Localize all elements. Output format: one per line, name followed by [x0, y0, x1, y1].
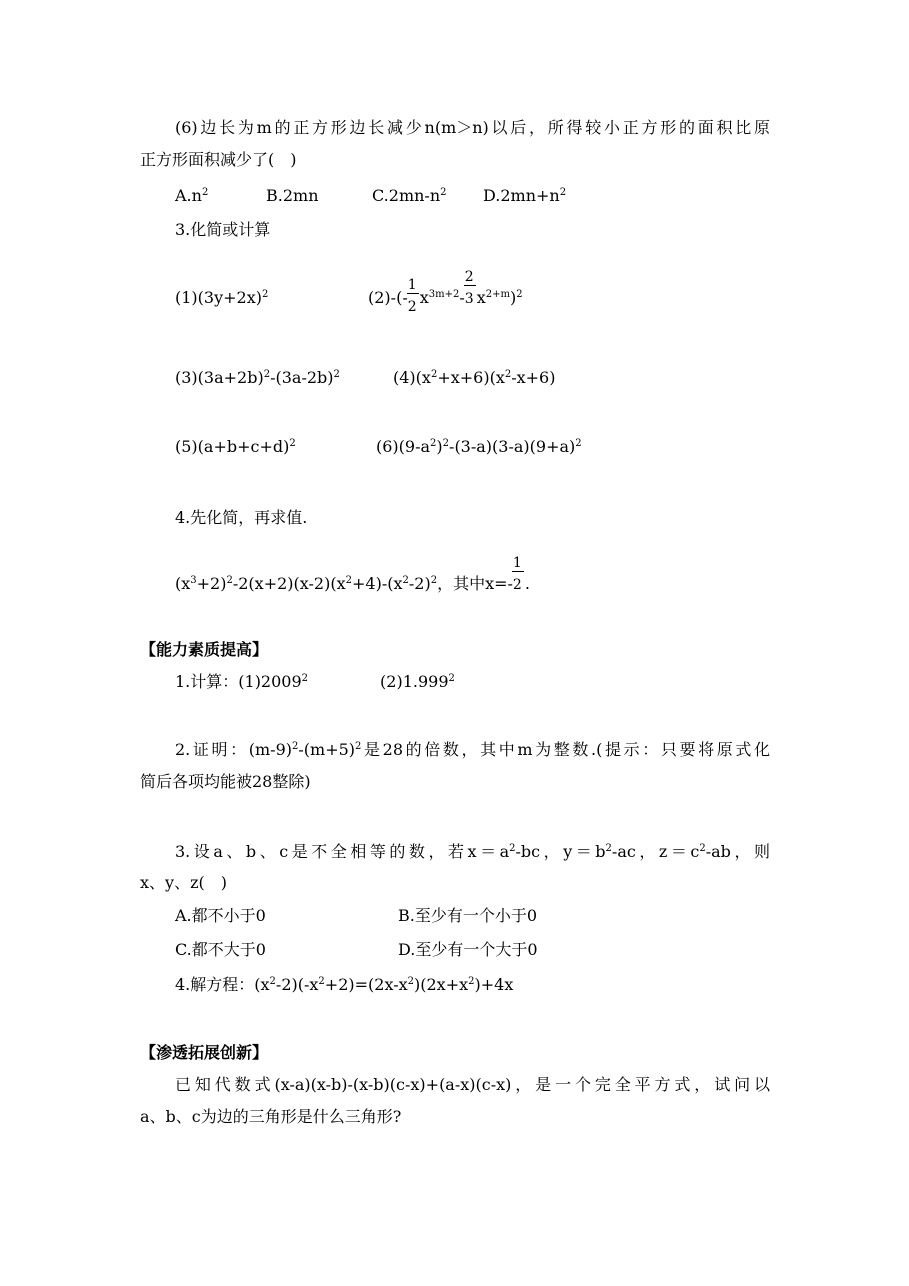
sec3-problem-6: $(6)(9-a^2)^2-(3-a)(3-a)(9+a)^2$ [376, 437, 582, 456]
sec4-expression: $(x^3+2)^2-2(x+2)(x-2)(x^2+4)-(x^2-2)^2$，其中x=- $\frac{1}{2}$ . [175, 554, 530, 593]
ability-q2-line2: 简后各项均能被28整除) [140, 772, 311, 791]
ability-q3-option-c: C.都不大于0 [175, 940, 266, 959]
q6-option-a: $A.n^2$ [175, 186, 209, 205]
fraction-one-half: $\frac{1}{2}$ [513, 567, 525, 587]
q6-line1: (6)边长为m的正方形边长减少n(m＞n)以后，所得较小正方形的面积比原 [175, 118, 770, 137]
fraction-two-thirds: $\frac{2}{3}$ [465, 281, 477, 301]
ability-q3-option-d: D.至少有一个大于0 [398, 940, 538, 959]
sec4-title: 4.先化简，再求值. [175, 508, 308, 527]
q6-line2: 正方形面积减少了( ) [140, 150, 297, 169]
ability-q1: 1.计算：(1)2009$^2$ (2)1.999$^2$ [175, 672, 455, 691]
sec3-problem-4: $(4)(x^2+x+6)(x^2-x+6)$ [393, 368, 556, 387]
sec3-problem-3: $(3)(3a+2b)^2-(3a-2b)^2$ [175, 368, 340, 387]
fraction-one-half: $\frac{1}{2}$ [408, 289, 420, 309]
q6-option-c: $C.2mn-n^2$ [372, 186, 447, 205]
ability-q4: 4.解方程：$(x^2-2)(-x^2+2)=(2x-x^2)(2x+x^2)+4x$ [175, 975, 514, 994]
ability-q3-line2: x、y、z( ) [140, 873, 227, 892]
extend-line2: a、b、c为边的三角形是什么三角形? [140, 1107, 402, 1126]
sec3-problem-1: $(1)(3y+2x)^2$ [175, 288, 269, 307]
ability-heading: 【能力素质提高】 [140, 640, 269, 659]
q6-option-d: $D.2mn+n^2$ [483, 186, 567, 205]
ability-q3-option-a: A.都不小于0 [175, 906, 266, 925]
sec3-title: 3.化简或计算 [175, 220, 271, 239]
extend-heading: 【渗透拓展创新】 [140, 1043, 269, 1062]
sec3-problem-5: $(5)(a+b+c+d)^2$ [175, 437, 296, 456]
ability-q3-line1: 3.设a、b、c是不全相等的数，若$x=a^2-bc$，$y=b^2-ac$，$z=c^2-ab$，则 [175, 842, 770, 861]
sec3-problem-2: (2)-(- $\frac{1}{2}$ $x^{3m+2}-$ $\frac{2}{3}$ $x^{2+m})^2$ [368, 268, 523, 315]
extend-line1: 已知代数式(x-a)(x-b)-(x-b)(c-x)+(a-x)(c-x)，是一个完全平方式，试问以 [175, 1075, 770, 1094]
q6-option-b: B.2mn [266, 186, 319, 205]
ability-q2-line1: 2.证明：$(m-9)^2-(m+5)^2$是28的倍数，其中m为整数.(提示：只要将原式化 [175, 740, 770, 759]
ability-q3-option-b: B.至少有一个小于0 [398, 906, 538, 925]
